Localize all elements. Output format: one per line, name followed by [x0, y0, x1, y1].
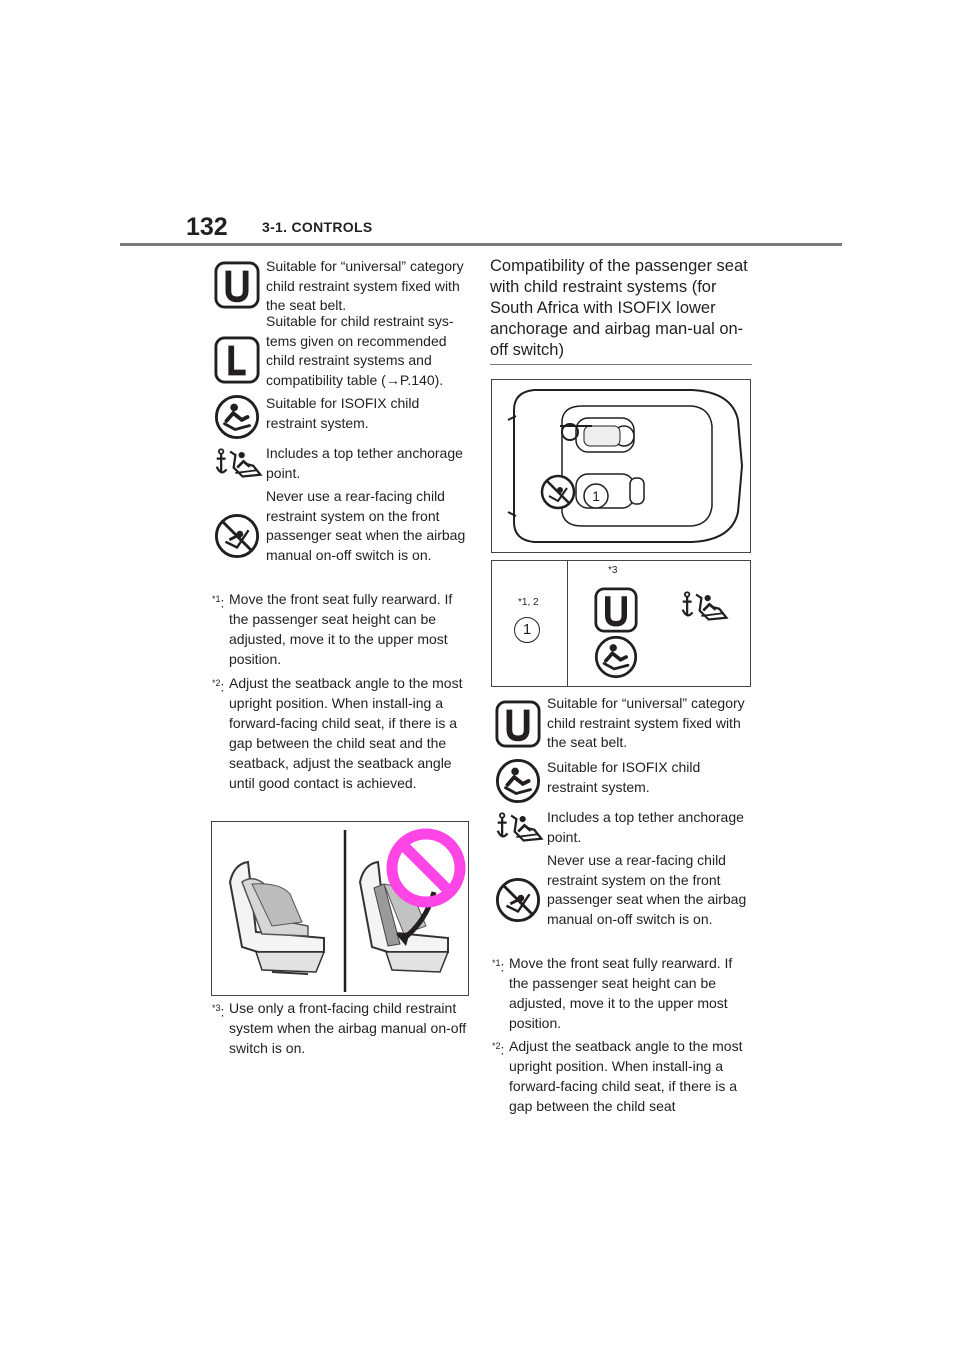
note-mark: $^{*2}$:	[492, 1041, 505, 1058]
seat-label: *1, 2	[518, 597, 539, 608]
note-2	[212, 673, 470, 793]
note-text: Adjust the seatback angle to the most upright position. When install-ing a forward-facing child seat, if there is a gap between the child seat	[509, 1038, 743, 1114]
note-mark: $^{*2}$:	[212, 678, 225, 695]
no-rear-facing-icon	[214, 513, 260, 559]
note-text: Adjust the seatback angle to the most upright position. When install-ing a forward-facing child seat, if there is a gap between the child seat and the seatback, adjust the seatback angle until good contact is achieved.	[229, 675, 463, 791]
vehicle-seat-diagram	[491, 379, 751, 553]
note-2	[492, 1036, 750, 1116]
page-number: 132	[186, 213, 228, 241]
legend-text: Never use a rear-facing child restraint system on the front passenger seat when the airbag manual on-off switch is on.	[547, 852, 747, 927]
note-3	[212, 998, 470, 1058]
universal-U-icon	[495, 700, 541, 748]
legend-text: Includes a top tether anchorage point.	[547, 809, 744, 845]
header-rule	[120, 243, 842, 246]
column-note: *3	[608, 565, 618, 576]
legend-text: Never use a rear-facing child restraint system on the front passenger seat when the airbag manual on-off switch is on.	[266, 488, 466, 563]
isofix-child-seat-icon	[495, 758, 541, 804]
legend-text: Suitable for “universal” category child restraint system fixed with the seat belt.	[266, 258, 464, 313]
compatibility-heading: Compatibility of the passenger seat with child restraint systems (for South Africa with ISOFIX lower anchorage and airbag man-ual on-off switch)	[490, 257, 748, 359]
top-tether-anchor-icon	[214, 446, 264, 482]
diagram-seat-number: 1	[592, 488, 600, 504]
isofix-child-seat-icon	[594, 635, 638, 679]
note-1	[492, 953, 750, 1033]
top-tether-anchor-icon	[680, 589, 730, 625]
note-text: Move the front seat fully rearward. If the passenger seat height can be adjusted, move it to the upper most position.	[229, 591, 453, 667]
vehicle-diagram-svg	[492, 380, 750, 552]
top-tether-anchor-icon	[495, 810, 545, 846]
legend-text: Includes a top tether anchorage point.	[266, 445, 463, 481]
seat-number-circle: 1	[514, 617, 540, 643]
L-icon	[214, 336, 260, 384]
section-title: 3-1. CONTROLS	[262, 219, 373, 235]
no-rear-facing-icon	[495, 877, 541, 923]
legend-text: Suitable for ISOFIX child restraint system.	[547, 759, 701, 795]
note-text: Use only a front-facing child restraint system when the airbag manual on-off switch is on.	[229, 1000, 467, 1056]
seat-illustration-svg	[212, 822, 468, 995]
isofix-child-seat-icon	[214, 394, 260, 440]
note-mark: $^{*1}$:	[212, 594, 225, 611]
note-text: Move the front seat fully rearward. If the passenger seat height can be adjusted, move it to the upper most position.	[509, 955, 733, 1031]
seat-angle-illustration	[211, 821, 469, 996]
heading-rule	[490, 364, 752, 365]
universal-U-icon	[214, 261, 260, 309]
table-divider	[567, 561, 568, 686]
compatibility-table	[491, 560, 751, 687]
universal-U-icon	[594, 587, 638, 633]
legend-text: Suitable for child restraint sys-tems given on recommended child restraint systems and compatibility table (→P.140).	[266, 313, 454, 388]
legend-text: Suitable for “universal” category child restraint system fixed with the seat belt.	[547, 695, 745, 750]
no-rear-facing-icon	[542, 476, 574, 508]
note-mark: $^{*3}$:	[212, 1003, 225, 1020]
note-mark: $^{*1}$:	[492, 958, 505, 975]
legend-text: Suitable for ISOFIX child restraint system.	[266, 395, 420, 431]
note-1	[212, 589, 470, 669]
